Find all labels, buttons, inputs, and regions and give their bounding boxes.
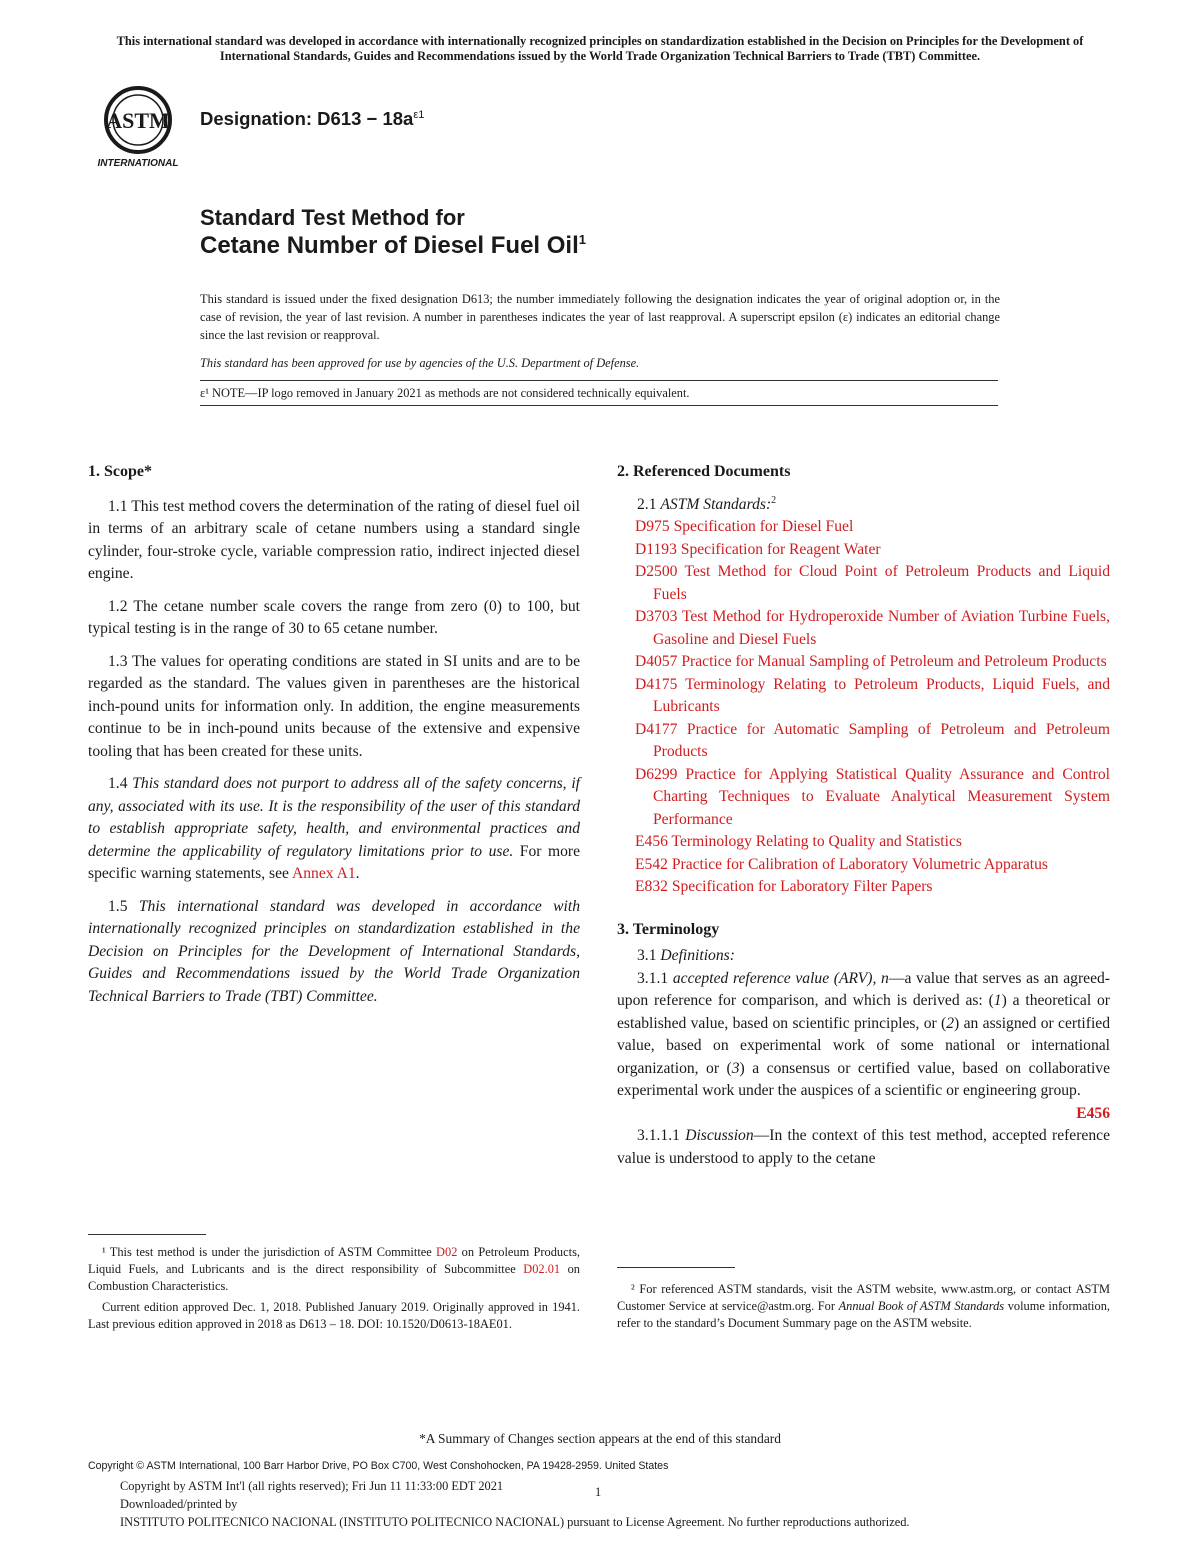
title-line-1: Standard Test Method for [200, 205, 465, 230]
reference-code[interactable]: E832 [635, 878, 668, 896]
arv-a: —a value that serves as an agreed-upon reference for comparison, and which is derived as: ( [617, 969, 1110, 1010]
refdocs-sub-sup: 2 [771, 494, 777, 506]
copyright-line: Copyright © ASTM International, 100 Barr Harbor Drive, PO Box C700, West Conshohocken, PA 19428-2959. United States [88, 1460, 669, 1472]
reference-item[interactable] [617, 831, 1110, 854]
footnote-2-b: volume information, refer to the standard’s Document Summary page on the ASTM website. [617, 1299, 1110, 1330]
logo-subtext: INTERNATIONAL [97, 158, 179, 169]
scope-1-4-num: 1.4 [108, 775, 128, 792]
scope-1-4-tail: For more specific warning statements, see [88, 842, 580, 882]
footnote-rule [88, 1234, 206, 1235]
definitions-num: 3.1 [637, 947, 657, 965]
issuance-statement: This standard is issued under the fixed designation D613; the number immediately following the designation indicates the year of original adoption or, in the case of revision, the year of last revision. A number in parentheses indicates the year of last reapproval. A superscript epsilon (ε) indicates an editorial change since the last revision or reapproval. [200, 292, 1000, 342]
page-number: 1 [595, 1485, 602, 1499]
scope-section [88, 461, 580, 1008]
e456-source-link[interactable]: E456 [1076, 1104, 1110, 1122]
footnote-1-c: on Combustion Characteristics. [88, 1262, 580, 1293]
scope-1-4-italic: This standard does not purport to address all of the safety concerns, if any, associated with its use. It is the responsibility of the user of this standard to establish appropriate safety, health, and environmental practices and determine the applicability of regulatory limitations prior to use. [88, 775, 580, 860]
footnote-1 [88, 1244, 580, 1333]
reference-title[interactable]: Practice for Calibration of Laboratory Volumetric Apparatus [671, 855, 1048, 873]
refdocs-sub-num: 2.1 [637, 495, 657, 513]
arv-term: accepted reference value (ARV), n [672, 969, 889, 987]
committee-d02-link[interactable]: D02 [436, 1245, 458, 1259]
reference-code[interactable]: D3703 [635, 608, 678, 626]
reference-title[interactable]: Terminology Relating to Petroleum Products, Liquid Fuels, and Lubricants [653, 675, 1110, 716]
reference-code[interactable]: D4057 [635, 653, 678, 671]
download-line-1: Copyright by ASTM Int'l (all rights reserved); Fri Jun 11 11:33:00 EDT 2021 [120, 1479, 504, 1493]
title-footnote-ref: 1 [578, 232, 586, 247]
arv-2: 2 [946, 1014, 955, 1032]
reference-code[interactable]: E456 [635, 833, 668, 851]
reference-title[interactable]: Specification for Diesel Fuel [673, 518, 854, 536]
arv-c: ) an assigned or certified value, based on experimental work of some national or international organization, or ( [617, 1014, 1110, 1077]
referenced-documents-list [617, 516, 1110, 899]
reference-code[interactable]: D1193 [635, 540, 677, 558]
discussion-num: 3.1.1.1 [637, 1127, 680, 1145]
reference-title[interactable]: Practice for Applying Statistical Quality Assurance and Control Charting Techniques to Evaluate Analytical Measurement System Performance [653, 765, 1110, 828]
footnote-1-b: on Petroleum Products, Liquid Fuels, and Lubricants and is the direct responsibility of Subcommittee [88, 1245, 580, 1276]
reference-item[interactable] [617, 539, 1110, 562]
reference-title[interactable]: Specification for Reagent Water [680, 540, 881, 558]
referenced-documents-section [617, 461, 1110, 1170]
footnote-1-edition: Current edition approved Dec. 1, 2018. Published January 2019. Originally approved in 1941. Last previous edition approved in 2018 as D613 – 18. DOI: 10.1520/D0613-18AE01. [88, 1300, 580, 1331]
scope-heading: 1. Scope* [88, 463, 152, 480]
scope-1-4-end: . [355, 865, 360, 882]
reference-item[interactable] [617, 651, 1110, 674]
logo-text: ASTM [106, 108, 170, 133]
footnote-2-a: ² For referenced ASTM standards, visit the ASTM website, www.astm.org, or contact ASTM Customer Service at service@astm.org. For [617, 1282, 1110, 1313]
reference-code[interactable]: D4175 [635, 675, 678, 693]
reference-item[interactable] [617, 854, 1110, 877]
arv-num: 3.1.1 [637, 969, 669, 987]
footnote-2-italic: Annual Book of ASTM Standards [838, 1299, 1005, 1313]
scope-1-5-italic: This international standard was developed in accordance with internationally recognized principles on standardization established in the Decision on Principles for the Development of International Standards, Guides and Recommendations issued by the World Trade Organization Technical Barriers to Trade (TBT) Committee. [88, 897, 580, 1005]
reference-title[interactable]: Terminology Relating to Quality and Statistics [671, 833, 962, 851]
reference-item[interactable] [617, 876, 1110, 899]
download-line-3: INSTITUTO POLITECNICO NACIONAL (INSTITUTO POLITECNICO NACIONAL) pursuant to License Agreement. No further reproductions authorized. [120, 1515, 910, 1529]
scope-1-1: 1.1 This test method covers the determination of the rating of diesel fuel oil in terms of an arbitrary scale of cetane numbers using a standard single cylinder, four-stroke cycle, variable compression ratio, indirect injected diesel engine. [88, 497, 580, 582]
reference-code[interactable]: D4177 [635, 720, 678, 738]
designation-epsilon: ε1 [413, 108, 425, 121]
reference-title[interactable]: Specification for Laboratory Filter Papers [671, 878, 933, 896]
discussion-text: —In the context of this test method, accepted reference value is understood to apply to the cetane [617, 1127, 1110, 1167]
arv-1: 1 [993, 992, 1002, 1010]
dod-approval: This standard has been approved for use by agencies of the U.S. Department of Defense. [200, 356, 640, 370]
reference-item[interactable] [617, 606, 1110, 651]
international-standard-notice: This international standard was developed in accordance with internationally recognized principles on standardization established in the Decision on Principles for the Development of International Standards, Guides and Recommendations issued by the World Trade Organization Technical Barriers to Trade (TBT) Committee. [116, 34, 1084, 63]
divider [200, 380, 998, 381]
reference-item[interactable] [617, 516, 1110, 539]
reference-item[interactable] [617, 719, 1110, 764]
definitions-subheading [617, 945, 1110, 968]
reference-title[interactable]: Practice for Manual Sampling of Petroleum and Petroleum Products [681, 653, 1107, 671]
arv-definition [617, 968, 1110, 1122]
arv-b: ) a theoretical or established value, based on scientific principles, or ( [617, 992, 1110, 1032]
epsilon-note: ε¹ NOTE—IP logo removed in January 2021 as methods are not considered technically equivalent. [200, 386, 690, 400]
title-line-2 [200, 232, 586, 260]
discussion-label: Discussion [685, 1127, 754, 1145]
scope-1-2: 1.2 The cetane number scale covers the range from zero (0) to 100, but typical testing is in the range of 30 to 65 cetane number. [88, 597, 580, 637]
refdocs-subheading [617, 490, 1110, 517]
footnote-rule [617, 1267, 735, 1268]
reference-title[interactable]: Test Method for Cloud Point of Petroleum Products and Liquid Fuels [653, 563, 1110, 603]
footnote-1-body [88, 1244, 580, 1295]
title-main: Cetane Number of Diesel Fuel Oil [200, 232, 579, 259]
subcommittee-d0201-link[interactable]: D02.01 [523, 1262, 561, 1276]
footnote-2 [617, 1281, 1110, 1332]
terminology-heading: 3. Terminology [617, 920, 720, 938]
reference-code[interactable]: D2500 [635, 563, 678, 581]
reference-item[interactable] [617, 764, 1110, 832]
reference-code[interactable]: D975 [635, 518, 670, 536]
scope-1-4 [88, 773, 580, 886]
footnote-1-a: ¹ This test method is under the jurisdiction of ASTM Committee [102, 1245, 432, 1259]
arv-3: 3 [731, 1059, 740, 1077]
summary-of-changes-note: *A Summary of Changes section appears at the end of this standard [419, 1431, 781, 1446]
annex-a1-link[interactable]: Annex A1 [291, 865, 356, 882]
scope-1-5-num: 1.5 [108, 897, 128, 915]
scope-1-3: 1.3 The values for operating conditions are stated in SI units and are to be regarded as the standard. The values given in parentheses are the historical inch-pound units for information only. In addition, the engine measurements continue to be in inch-pound units because of the extensive and expensive tooling that has been created for these units. [88, 652, 580, 760]
divider [200, 405, 998, 406]
definitions-label: Definitions: [660, 947, 735, 965]
reference-code[interactable]: D6299 [635, 765, 678, 783]
refdocs-sub-label: ASTM Standards: [660, 495, 772, 513]
designation-label: Designation: D613 − 18a [200, 108, 414, 129]
arv-discussion [617, 1125, 1110, 1170]
designation [200, 108, 424, 130]
astm-logo-icon [88, 84, 188, 170]
download-line-2: Downloaded/printed by [120, 1497, 238, 1511]
refdocs-heading: 2. Referenced Documents [617, 463, 791, 480]
arv-d: ) a consensus or certified value, based on collaborative experimental work under the auspices of a scientific or engineering group. [617, 1059, 1110, 1100]
reference-title[interactable]: Practice for Automatic Sampling of Petroleum and Petroleum Products [653, 720, 1110, 761]
scope-1-5 [88, 896, 580, 1009]
reference-item[interactable] [617, 674, 1110, 719]
reference-title[interactable]: Test Method for Hydroperoxide Number of Aviation Turbine Fuels, Gasoline and Diesel Fuels [653, 608, 1110, 648]
reference-item[interactable] [617, 561, 1110, 606]
reference-code[interactable]: E542 [635, 855, 668, 873]
astm-logo [88, 84, 188, 170]
